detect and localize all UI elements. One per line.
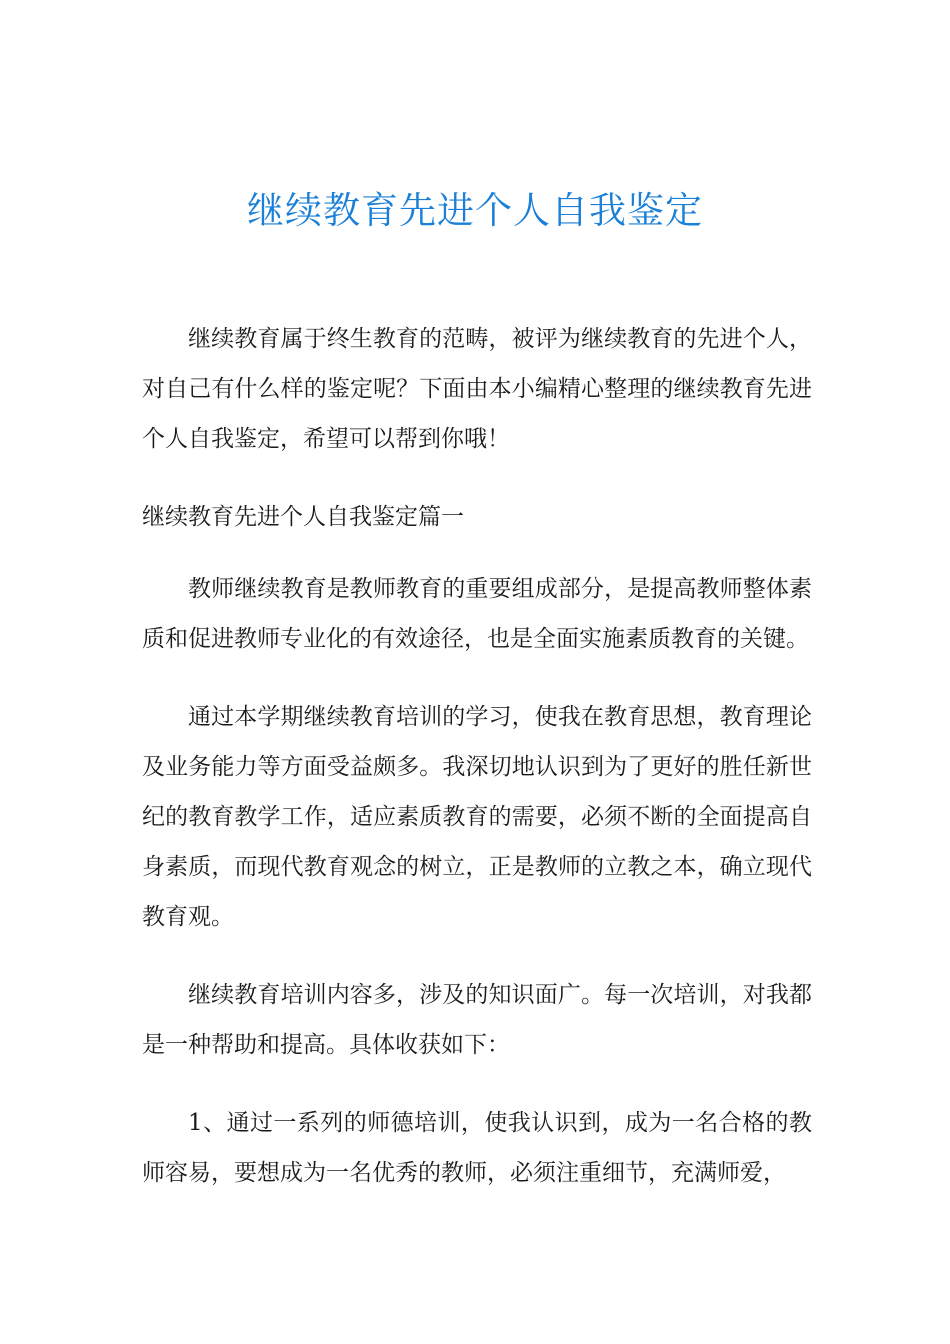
- body-paragraph: 通过本学期继续教育培训的学习，使我在教育思想，教育理论及业务能力等方面受益颇多。我深切地认识到为了更好的胜任新世纪的教育教学工作，适应素质教育的需要，必须不断的全面提高自身素质，而现代教育观念的树立，正是教师的立教之本，确立现代教育观。: [142, 704, 812, 930]
- document-body: [142, 314, 812, 1226]
- body-paragraph: 继续教育培训内容多，涉及的知识面广。每一次培训，对我都是一种帮助和提高。具体收获如下：: [142, 982, 812, 1058]
- list-item-paragraph: 1、通过一系列的师德培训，使我认识到，成为一名合格的教师容易，要想成为一名优秀的教师，必须注重细节，充满师爱，: [142, 1110, 812, 1186]
- intro-paragraph: 继续教育属于终生教育的范畴，被评为继续教育的先进个人，对自己有什么样的鉴定呢？下面由本小编精心整理的继续教育先进个人自我鉴定，希望可以帮到你哦！: [142, 326, 812, 452]
- body-paragraph: 教师继续教育是教师教育的重要组成部分，是提高教师整体素质和促进教师专业化的有效途径，也是全面实施素质教育的关键。: [142, 576, 812, 652]
- document-title: 继续教育先进个人自我鉴定: [247, 189, 703, 232]
- section-heading: 继续教育先进个人自我鉴定篇一: [142, 504, 464, 530]
